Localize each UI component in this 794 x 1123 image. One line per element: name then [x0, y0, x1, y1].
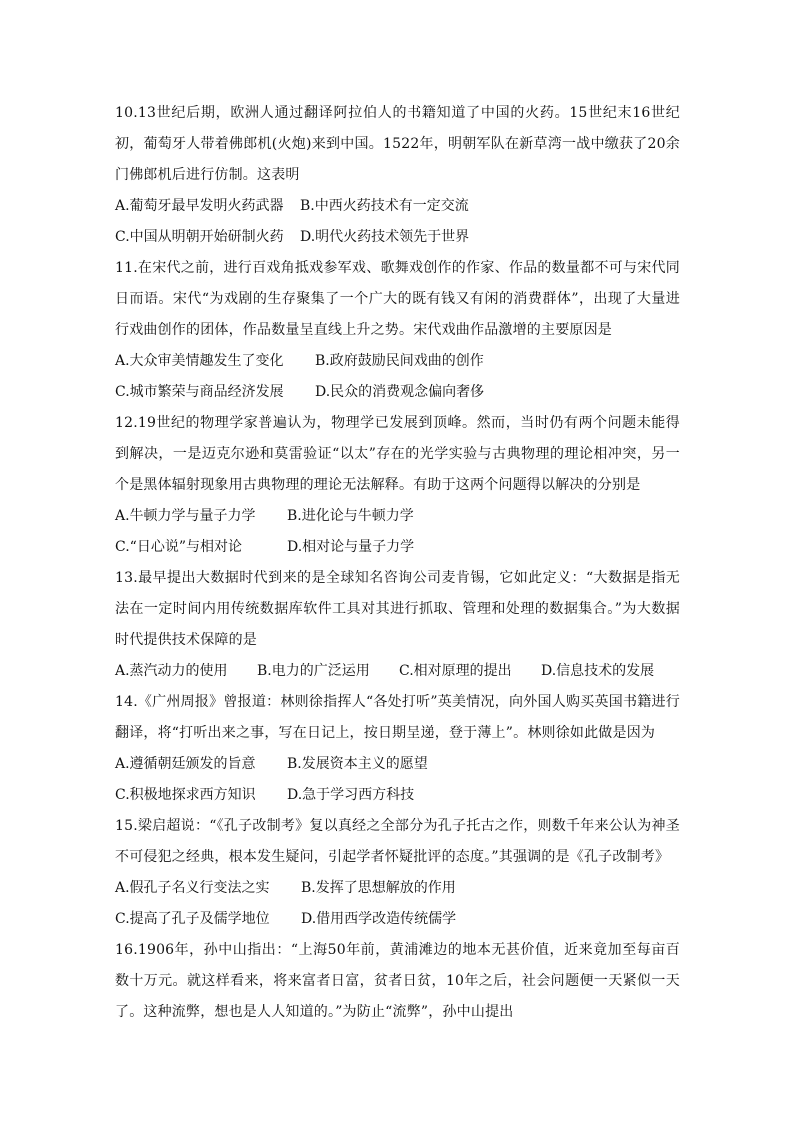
- option-row: [115, 377, 680, 408]
- question-13: [115, 563, 680, 687]
- option-row: [115, 222, 680, 253]
- option-a[interactable]: A.葡萄牙最早发明火药武器: [115, 198, 284, 214]
- question-stem: 12.19世纪的物理学家普遍认为，物理学已发展到顶峰。然而，当时仍有两个问题未能得到解决，一是迈克尔逊和莫雷验证“以太”存在的光学实验与古典物理的理论相冲突，另一个是黑体辐射现象用古典物理的理论无法解释。有助于这两个问题得以解决的分别是: [115, 415, 680, 493]
- option-c[interactable]: C.积极地探求西方知识: [115, 787, 256, 803]
- option-c[interactable]: C.“日心说”与相对论: [115, 539, 242, 555]
- question-11: [115, 253, 680, 408]
- option-a[interactable]: A.大众审美情趣发生了变化: [115, 353, 284, 369]
- question-12: [115, 408, 680, 563]
- option-d[interactable]: D.民众的消费观念偏向奢侈: [315, 384, 485, 400]
- option-b[interactable]: B.发展资本主义的愿望: [287, 756, 428, 772]
- question-stem: 15.梁启超说：“《孔子改制考》复以真经之全部分为孔子托古之作，则数千年来公认为神圣不可侵犯之经典，根本发生疑问，引起学者怀疑批评的态度。”其强调的是《孔子改制考》: [115, 818, 680, 865]
- option-b[interactable]: B.进化论与牛顿力学: [287, 508, 414, 524]
- question-stem: 10.13世纪后期，欧洲人通过翻译阿拉伯人的书籍知道了中国的火药。15世纪末16世纪初，葡萄牙人带着佛郎机(火炮)来到中国。1522年，明朝军队在新草湾一战中缴获了20余门佛郎机后进行仿制。这表明: [115, 105, 680, 183]
- option-b[interactable]: B.发挥了思想解放的作用: [301, 880, 456, 896]
- question-15: [115, 811, 680, 935]
- question-list: [115, 98, 680, 1028]
- option-d[interactable]: D.信息技术的发展: [541, 663, 655, 679]
- option-a[interactable]: A.假孔子名义行变法之实: [115, 880, 270, 896]
- option-a[interactable]: A.牛顿力学与量子力学: [115, 508, 256, 524]
- option-row: [115, 656, 680, 687]
- question-stem: 11.在宋代之前，进行百戏角抵戏参军戏、歌舞戏创作的作家、作品的数量都不可与宋代同日而语。宋代“为戏剧的生存聚集了一个广大的既有钱又有闲的消费群体”，出现了大量进行戏曲创作的团体，作品数量呈直线上升之势。宋代戏曲作品激增的主要原因是: [115, 260, 680, 338]
- question-stem: 13.最早提出大数据时代到来的是全球知名咨询公司麦肯锡，它如此定义：“大数据是指无法在一定时间内用传统数据库软件工具对其进行抓取、管理和处理的数据集合。”为大数据时代提供技术保障的是: [115, 570, 680, 648]
- option-row: [115, 904, 680, 935]
- option-c[interactable]: C.相对原理的提出: [399, 663, 512, 679]
- option-c[interactable]: C.城市繁荣与商品经济发展: [115, 384, 284, 400]
- option-c[interactable]: C.中国从明朝开始研制火药: [115, 229, 284, 245]
- option-b[interactable]: B.电力的广泛运用: [257, 663, 370, 679]
- option-d[interactable]: D.相对论与量子力学: [287, 539, 415, 555]
- option-b[interactable]: B.中西火药技术有一定交流: [300, 198, 469, 214]
- option-row: [115, 532, 680, 563]
- question-stem: 16.1906年，孙中山指出：“上海50年前，黄浦滩边的地本无甚价值，近来竟加至每亩百数十万元。就这样看来，将来富者日富，贫者日贫，10年之后，社会问题便一天紧似一天了。这种流弊，想也是人人知道的。”为防止“流弊”，孙中山提出: [115, 942, 680, 1020]
- option-row: [115, 501, 680, 532]
- option-a[interactable]: A.遵循朝廷颁发的旨意: [115, 756, 256, 772]
- question-14: [115, 687, 680, 811]
- question-16: [115, 935, 680, 1028]
- option-row: [115, 873, 680, 904]
- option-row: [115, 346, 680, 377]
- option-row: [115, 191, 680, 222]
- option-row: [115, 780, 680, 811]
- option-d[interactable]: D.借用西学改造传统儒学: [301, 911, 457, 927]
- question-10: [115, 98, 680, 253]
- option-b[interactable]: B.政府鼓励民间戏曲的创作: [315, 353, 484, 369]
- option-c[interactable]: C.提高了孔子及儒学地位: [115, 911, 270, 927]
- option-d[interactable]: D.明代火药技术领先于世界: [300, 229, 470, 245]
- option-d[interactable]: D.急于学习西方科技: [287, 787, 415, 803]
- question-stem: 14.《广州周报》曾报道：林则徐指挥人“各处打听”英美情况，向外国人购买英国书籍进行翻译，将“打听出来之事，写在日记上，按日期呈递，登于薄上”。林则徐如此做是因为: [115, 694, 680, 741]
- option-a[interactable]: A.蒸汽动力的使用: [115, 663, 228, 679]
- option-row: [115, 749, 680, 780]
